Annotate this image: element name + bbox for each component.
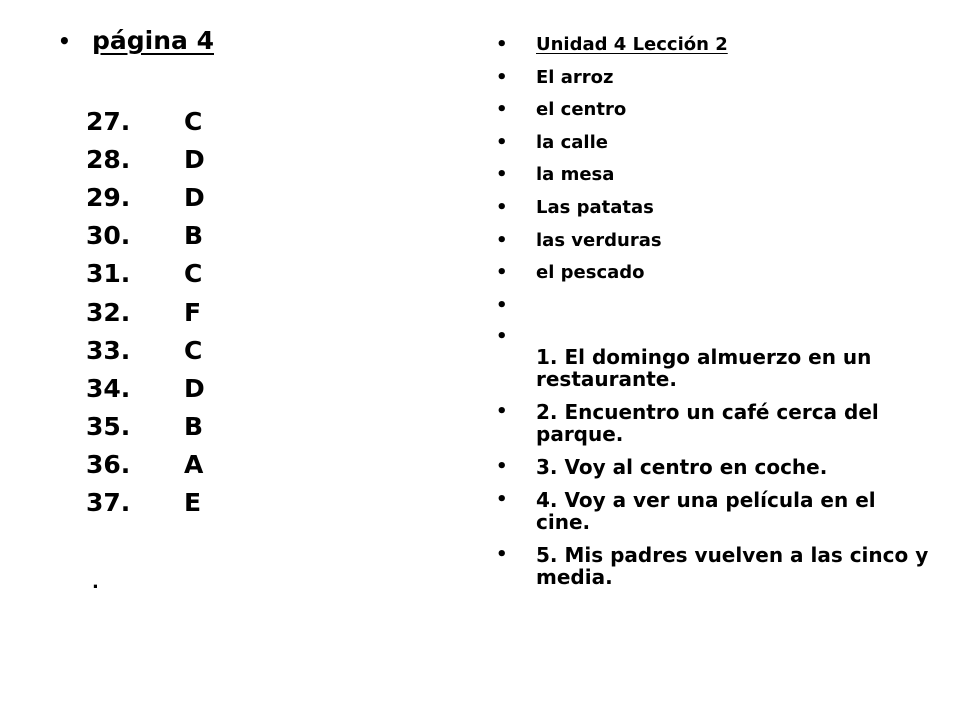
sentence-text: 2. Encuentro un café cerca del parque.	[536, 399, 879, 446]
answer-number: 30.	[86, 221, 131, 251]
trailing-dot: .	[92, 572, 99, 593]
vocab-item	[496, 132, 936, 165]
answer-number: 27.	[86, 106, 131, 136]
empty-list-item	[496, 295, 936, 326]
answer-number: 29.	[86, 182, 131, 212]
answer-letter: B	[184, 221, 204, 251]
page-heading: página 4	[92, 26, 214, 55]
bullet-icon: •	[496, 99, 508, 121]
bullet-icon: •	[496, 196, 508, 218]
sentence-item	[496, 326, 936, 390]
answer-row	[86, 408, 224, 446]
vocab-item	[496, 197, 936, 230]
vocabulary-list	[496, 34, 936, 588]
vocabulary-column	[496, 34, 936, 599]
vocab-word: las verduras	[536, 229, 662, 251]
bullet-icon: •	[496, 543, 508, 565]
answer-number: 34.	[86, 373, 131, 403]
vocab-item	[496, 262, 936, 295]
bullet-icon: •	[496, 262, 508, 284]
answer-number: 32.	[86, 297, 131, 327]
answer-row	[86, 102, 224, 140]
lesson-title-item	[496, 34, 936, 67]
bullet-icon: •	[496, 294, 508, 316]
vocab-item	[496, 230, 936, 263]
answer-letter: F	[184, 297, 202, 327]
answer-number: 28.	[86, 144, 131, 174]
bullet-icon: •	[496, 229, 508, 251]
answer-letter: D	[184, 373, 205, 403]
answer-row	[86, 331, 224, 369]
answer-number: 36.	[86, 450, 131, 480]
answer-row	[86, 369, 224, 407]
answer-letter: A	[184, 450, 204, 480]
answer-number: 37.	[86, 488, 131, 518]
vocab-word: Las patatas	[536, 196, 654, 218]
sentence-text: 1. El domingo almuerzo en un restaurante.	[536, 344, 872, 391]
answer-number: 35.	[86, 412, 131, 442]
vocab-word: el pescado	[536, 262, 645, 284]
answer-letter: C	[184, 259, 203, 289]
vocab-item	[496, 164, 936, 197]
sentence-item	[496, 544, 936, 588]
answer-row	[86, 293, 224, 331]
vocab-item	[496, 67, 936, 100]
answer-number: 31.	[86, 259, 131, 289]
sentence-item	[496, 401, 936, 445]
bullet-icon: •	[496, 164, 508, 186]
answer-row	[86, 178, 224, 216]
bullet-icon: •	[496, 34, 508, 55]
answer-row	[86, 255, 224, 293]
vocab-word: la mesa	[536, 164, 615, 186]
vocab-word: la calle	[536, 131, 608, 153]
sentence-text: 4. Voy a ver una película en el cine.	[536, 487, 876, 534]
answer-list	[86, 102, 224, 522]
answer-letter: C	[184, 106, 203, 136]
page-heading-row	[58, 26, 214, 55]
sentence-item	[496, 456, 936, 478]
bullet-icon: •	[496, 455, 508, 477]
answer-letter: C	[184, 335, 203, 365]
sentence-text: 5. Mis padres vuelven a las cinco y media.	[536, 542, 929, 589]
bullet-icon: •	[496, 66, 508, 88]
sentence-item	[496, 489, 936, 533]
answer-row	[86, 217, 224, 255]
vocab-word: El arroz	[536, 66, 614, 88]
vocab-word: el centro	[536, 99, 627, 121]
answer-row	[86, 484, 224, 522]
bullet-icon: •	[496, 131, 508, 153]
answer-letter: B	[184, 412, 204, 442]
bullet-icon: •	[496, 325, 508, 347]
vocab-item	[496, 99, 936, 132]
answer-letter: D	[184, 144, 205, 174]
answer-row	[86, 446, 224, 484]
lesson-title: Unidad 4 Lección 2	[536, 34, 728, 55]
bullet-icon: •	[496, 400, 508, 422]
answer-letter: D	[184, 182, 205, 212]
sentence-text: 3. Voy al centro en coche.	[536, 454, 828, 479]
answer-letter: E	[184, 488, 202, 518]
bullet-icon: •	[58, 28, 71, 53]
answer-row	[86, 140, 224, 178]
bullet-icon: •	[496, 488, 508, 510]
answer-number: 33.	[86, 335, 131, 365]
